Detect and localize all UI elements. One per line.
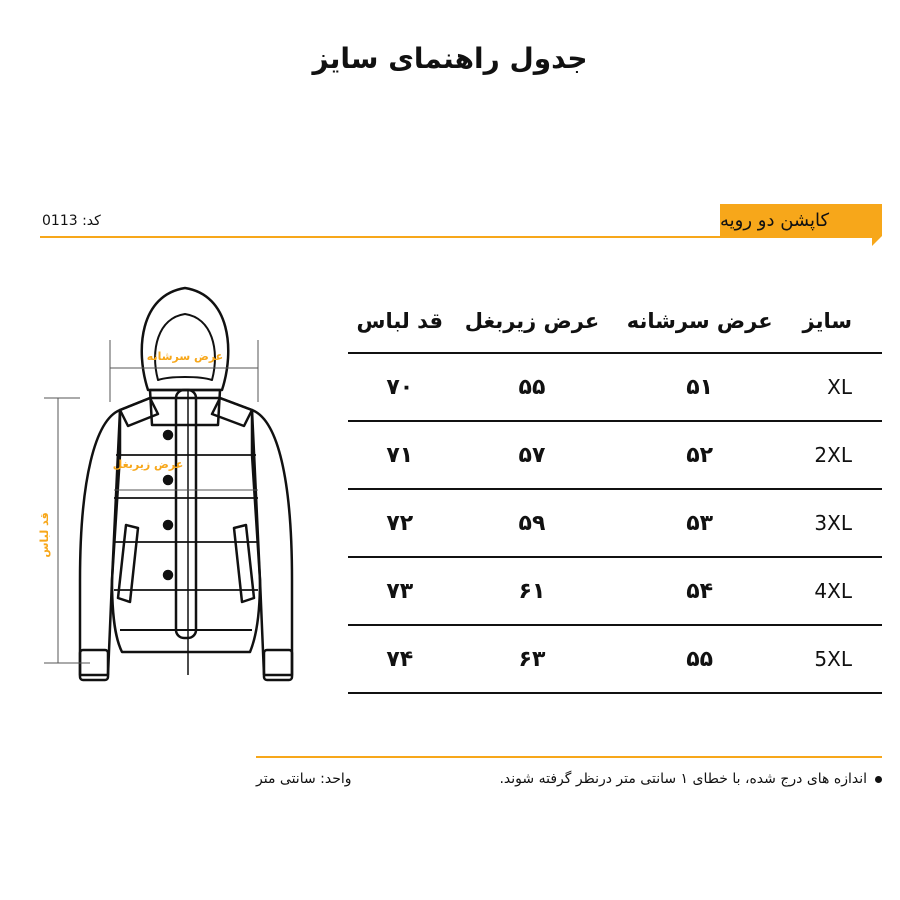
shoulder-cell: ۵۱ <box>612 353 786 421</box>
footer-divider <box>256 756 882 758</box>
shoulder-cell: ۵۲ <box>612 421 786 489</box>
measurement-note-text: اندازه های درج شده، با خطای ۱ سانتی متر درنظر گرفته شوند. <box>499 771 867 787</box>
length-header: قد لباس <box>348 290 452 353</box>
table-row <box>348 421 882 489</box>
chest-label: عرض زیربغل <box>112 458 184 471</box>
chest-cell: ۵۵ <box>452 353 613 421</box>
shoulder-cell: ۵۵ <box>612 625 786 693</box>
shoulder-label: عرض سرشانه <box>146 350 224 363</box>
table-header-row <box>348 290 882 353</box>
size-cell: 3XL <box>787 489 882 557</box>
page-title: جدول راهنمای سایز <box>312 42 588 75</box>
product-tag-notch <box>872 236 882 246</box>
button <box>164 431 172 439</box>
button <box>164 571 172 579</box>
table-row <box>348 625 882 693</box>
length-label: قد لباس <box>38 512 51 558</box>
header-divider <box>40 236 878 238</box>
jacket-illustration <box>30 280 350 700</box>
chest-cell: ۵۷ <box>452 421 613 489</box>
table-row <box>348 353 882 421</box>
product-name: کاپشن دو رویه <box>720 209 830 231</box>
table-row <box>348 489 882 557</box>
size-cell: 4XL <box>787 557 882 625</box>
button <box>164 476 172 484</box>
button <box>164 521 172 529</box>
unit-label: واحد: سانتی متر <box>256 771 352 787</box>
length-cell: ۷۴ <box>348 625 452 693</box>
size-cell: 5XL <box>787 625 882 693</box>
chest-header: عرض زیربغل <box>452 290 613 353</box>
shoulder-cell: ۵۴ <box>612 557 786 625</box>
size-cell: 2XL <box>787 421 882 489</box>
length-cell: ۷۳ <box>348 557 452 625</box>
chest-cell: ۶۳ <box>452 625 613 693</box>
front-placket <box>176 390 196 638</box>
hood-outline <box>142 288 228 390</box>
chest-cell: ۶۱ <box>452 557 613 625</box>
length-cell: ۷۲ <box>348 489 452 557</box>
table-row <box>348 557 882 625</box>
collar-outline <box>150 390 220 425</box>
hood-fur-outline <box>155 314 215 380</box>
length-cell: ۷۱ <box>348 421 452 489</box>
size-header: سایز <box>787 290 882 353</box>
measurement-note <box>499 771 882 787</box>
length-cell: ۷۰ <box>348 353 452 421</box>
bullet-icon <box>875 776 882 783</box>
size-cell: XL <box>787 353 882 421</box>
chest-cell: ۵۹ <box>452 489 613 557</box>
product-name-tag <box>720 204 882 236</box>
body-outline <box>112 398 260 652</box>
product-code: کد: 0113 <box>42 213 101 229</box>
size-table <box>348 290 882 694</box>
shoulder-header: عرض سرشانه <box>612 290 786 353</box>
shoulder-cell: ۵۳ <box>612 489 786 557</box>
